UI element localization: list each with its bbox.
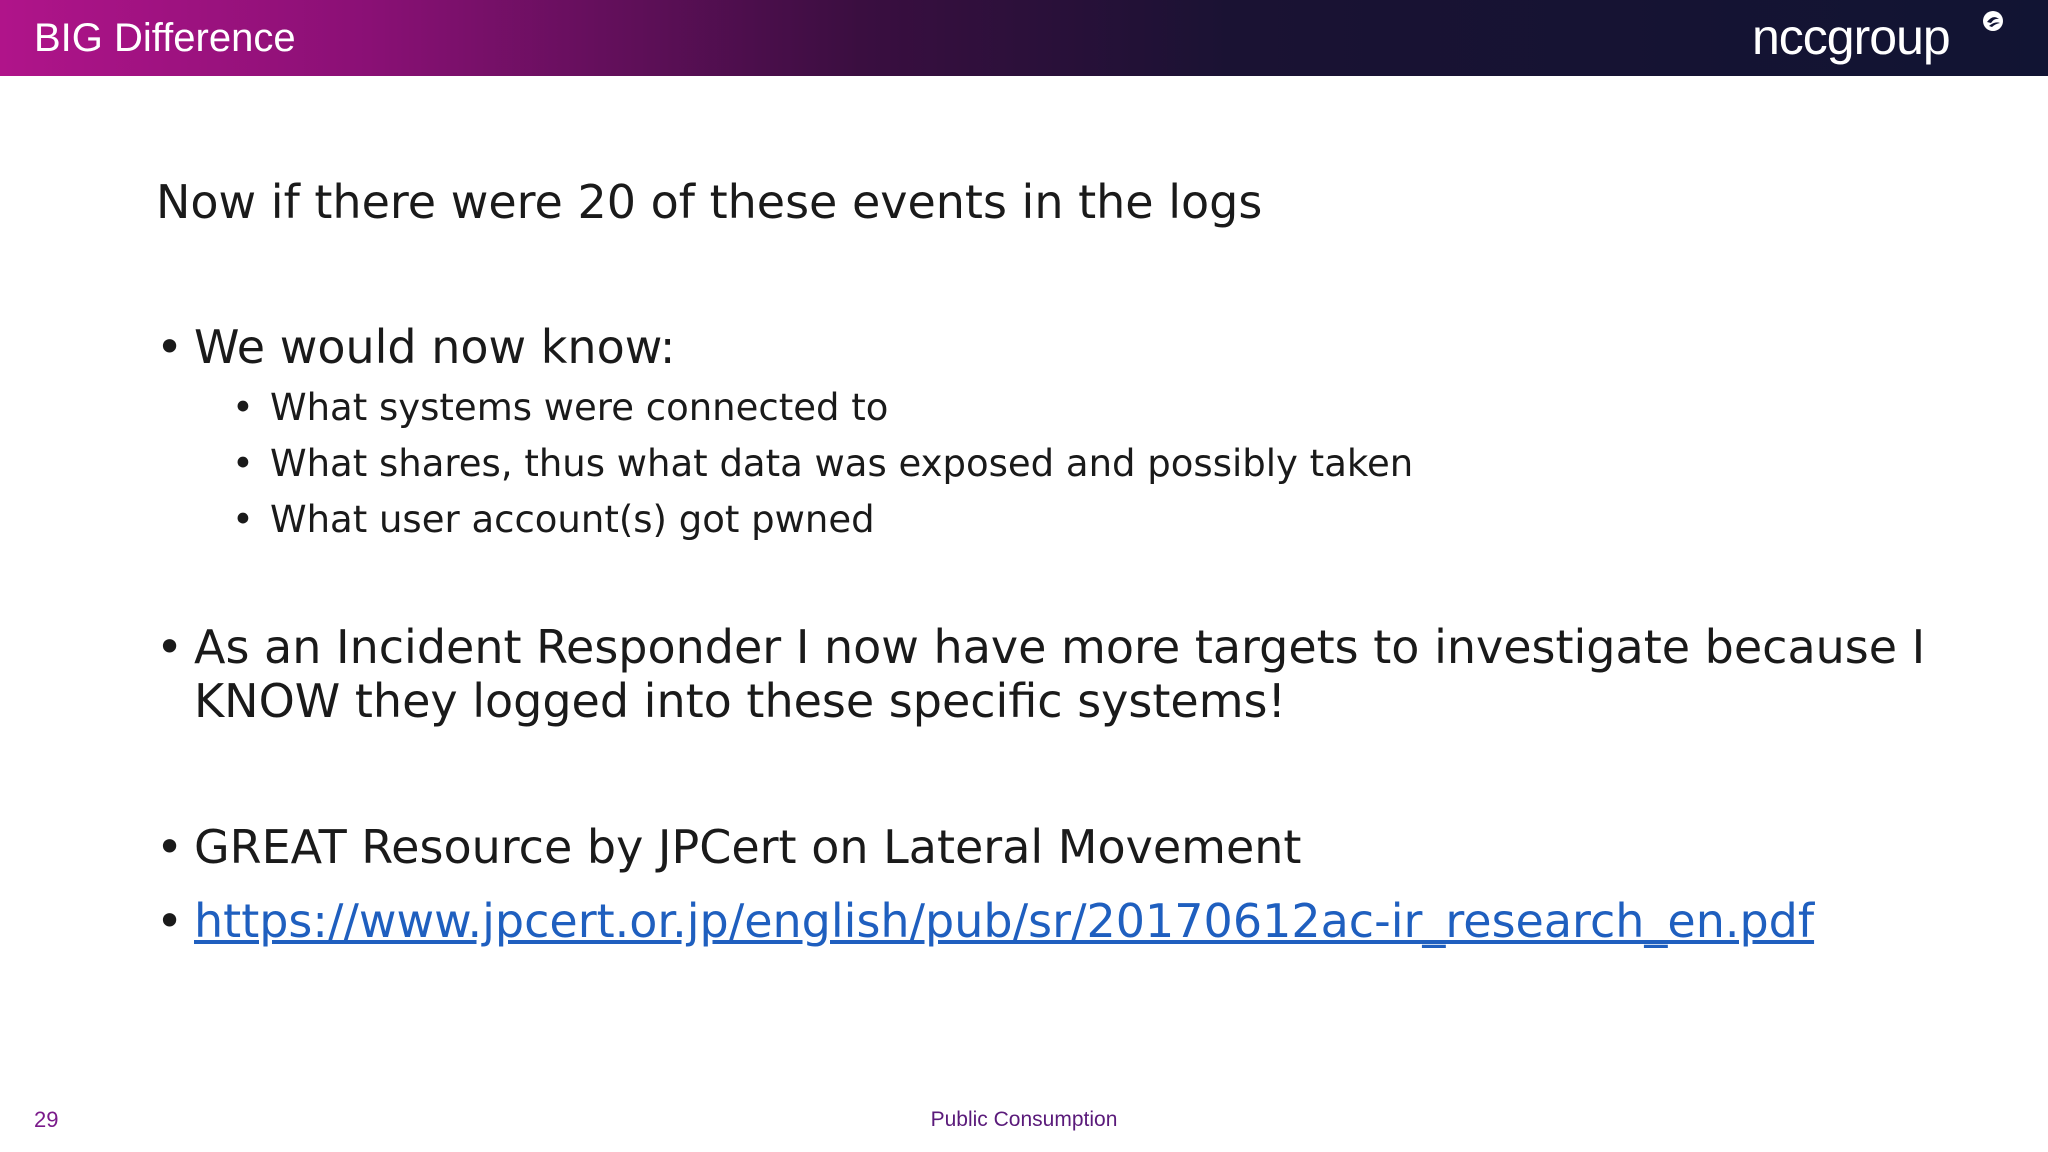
- sub-bullet-dot: •: [232, 386, 254, 429]
- slide-number: 29: [34, 1107, 59, 1132]
- bullet-dot: •: [156, 894, 184, 948]
- sub-bullet-item: [232, 380, 888, 436]
- bullet-item: [156, 320, 675, 374]
- sub-bullet-item: [232, 492, 875, 548]
- bullet-text: We would now know:: [194, 320, 676, 374]
- bullet-item: [156, 620, 1936, 728]
- bullet-dot: •: [156, 320, 184, 374]
- sub-bullet-dot: •: [232, 498, 254, 541]
- footer-classification: Public Consumption: [930, 1108, 1118, 1131]
- sub-bullet-text: What user account(s) got pwned: [270, 498, 875, 541]
- sub-bullet-item: [232, 436, 1413, 492]
- bullet-item: [156, 894, 1814, 948]
- sub-bullet-text: What shares, thus what data was exposed and possibly taken: [270, 442, 1414, 485]
- slide-subtitle: Now if there were 20 of these events in the logs: [156, 175, 1263, 229]
- slide-header: [0, 0, 2048, 76]
- sub-bullet-dot: •: [232, 442, 254, 485]
- sub-bullet-text: What systems were connected to: [270, 386, 889, 429]
- bullet-text: GREAT Resource by JPCert on Lateral Movement: [194, 820, 1302, 874]
- logo-wordmark: nccgroup: [1752, 9, 1950, 65]
- bullet-dot: •: [156, 820, 184, 874]
- bullet-dot: •: [156, 620, 184, 674]
- jpcert-link[interactable]: https://www.jpcert.or.jp/english/pub/sr/20170612ac-ir_research_en.pdf: [194, 894, 1815, 948]
- swirl-icon: [1982, 10, 2004, 32]
- bullet-text: As an Incident Responder I now have more targets to investigate because I KNOW they logged into these specific systems!: [194, 620, 1926, 728]
- slide-title: BIG Difference: [34, 16, 296, 60]
- bullet-item: [156, 820, 1301, 874]
- nccgroup-logo: [1752, 8, 2004, 70]
